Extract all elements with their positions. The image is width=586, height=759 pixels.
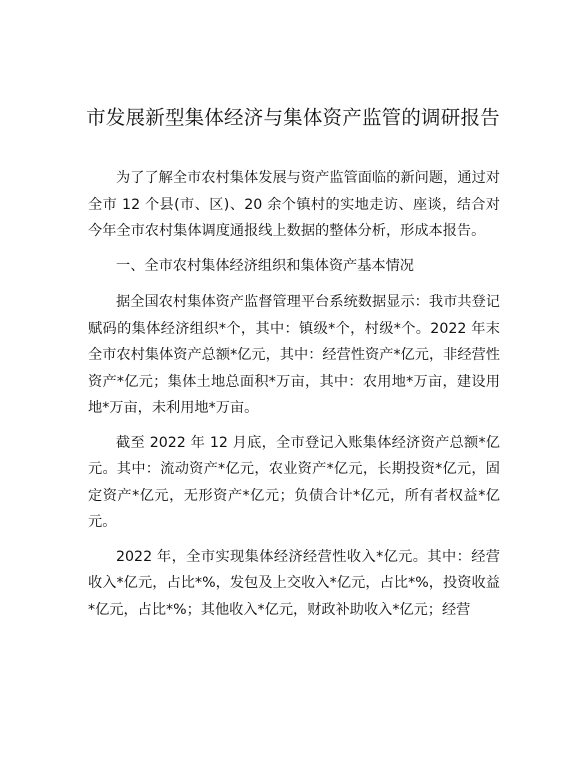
body-paragraph-3: 2022 年，全市实现集体经济经营性收入*亿元。其中：经营收入*亿元，占比*%，发包及上交收入*亿元，占比*%，投资收益*亿元，占比*%；其他收入*亿元，财政补助收入*亿元；经营 — [88, 548, 500, 618]
section-heading-1: 一、全市农村集体经济组织和集体资产基本情况 — [116, 257, 414, 274]
document-body — [88, 165, 500, 631]
body-paragraph-2: 截至 2022 年 12 月底，全市登记入账集体经济资产总额*亿元。其中：流动资产*亿元，农业资产*亿元，长期投资*亿元，固定资产*亿元，无形资产*亿元；负债合计*亿元，所有者权益*亿元。 — [88, 434, 500, 530]
intro-paragraph: 为了了解全市农村集体发展与资产监管面临的新问题，通过对全市 12 个县(市、区)、20 余个镇村的实地走访、座谈，结合对今年全市农村集体调度通报线上数据的整体分析，形成本报告。 — [88, 170, 500, 239]
document-title: 市发展新型集体经济与集体资产监管的调研报告 — [86, 106, 500, 129]
body-paragraph-1: 据全国农村集体资产监督管理平台系统数据显示：我市共登记赋码的集体经济组织*个，其中：镇级*个，村级*个。2022 年末全市农村集体资产总额*亿元，其中：经营性资产*亿元，非经营性资产*亿元；集体土地总面积*万亩，其中：农用地*万亩，建设用地*万亩，未利用地*万亩。 — [88, 294, 500, 416]
